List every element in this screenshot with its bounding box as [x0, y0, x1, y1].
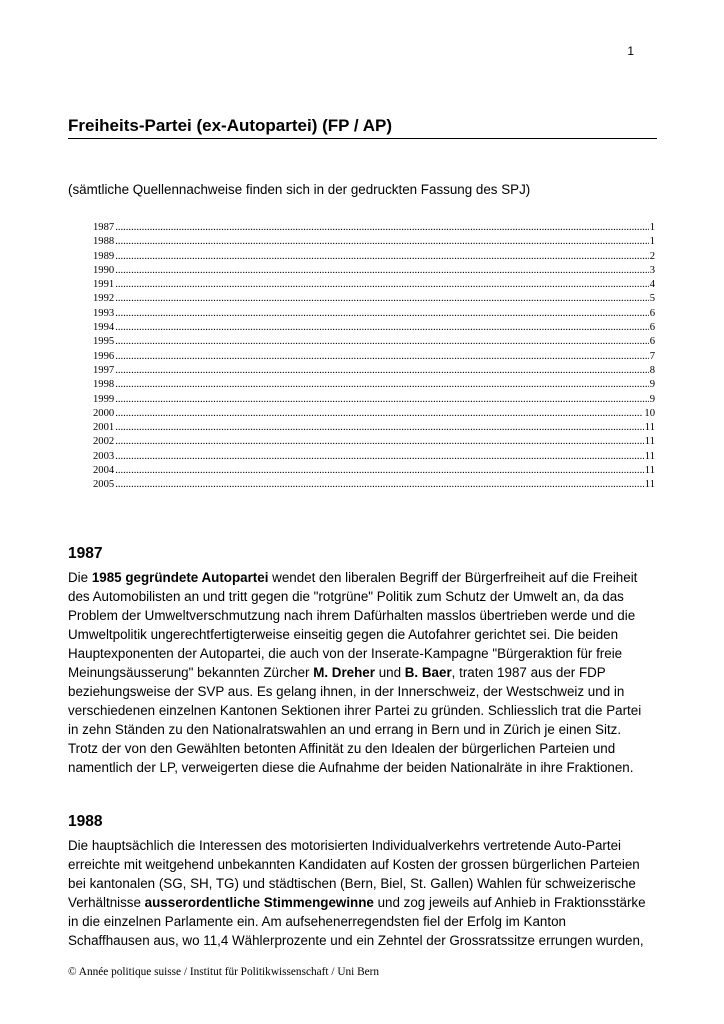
section-body-1988 [68, 836, 646, 950]
toc-year: 1996 [93, 350, 115, 362]
toc-year: 2003 [93, 450, 115, 462]
toc-leader-dots [115, 292, 649, 306]
toc-page: 2 [649, 250, 655, 262]
footer-copyright: © Année politique suisse / Institut für Politikwissenschaft / Uni Bern [68, 966, 380, 978]
text-segment: bei kantonalen (SG, SH, TG) und städtischen (Bern, Biel, St. Gallen) Wahlen für schweizerische [68, 876, 636, 892]
toc-leader-dots [115, 407, 643, 421]
text-segment: Schaffhausen aus, wo 11,4 Wählerprozente und ein Zehntel der Grossratssitze errungen wurden, [68, 933, 644, 949]
text-line [68, 568, 641, 587]
toc-entry[interactable] [93, 364, 655, 378]
section-heading-1988: 1988 [68, 813, 103, 830]
bold-text: 1985 gegründete Autopartei [91, 570, 269, 585]
toc-page: 6 [649, 307, 655, 319]
section-heading-1987: 1987 [68, 545, 103, 562]
toc-page: 11 [644, 422, 655, 434]
toc-entry[interactable] [93, 235, 655, 249]
toc-entry[interactable] [93, 378, 655, 392]
toc-entry[interactable] [93, 264, 655, 278]
toc-entry[interactable] [93, 250, 655, 264]
toc-page: 9 [649, 379, 655, 391]
toc-entry[interactable] [93, 278, 655, 292]
toc-year: 1993 [93, 307, 115, 319]
text-segment: Verhältnisse [68, 895, 145, 911]
text-line [68, 912, 646, 931]
toc-year: 1988 [93, 236, 115, 248]
page-number: 1 [627, 44, 634, 58]
toc-year: 1989 [93, 250, 115, 262]
toc-leader-dots [115, 478, 644, 492]
text-segment: in die einzelnen Parlamente ein. Am aufsehenerregendsten fiel der Erfolg im Kanton [68, 914, 566, 930]
toc-leader-dots [115, 264, 649, 278]
toc-entry[interactable] [93, 421, 655, 435]
toc-year: 1997 [93, 364, 115, 376]
text-segment: Problem der Umweltverschmutzung nach ihrem Dafürhalten masslos übertrieben werde und die [68, 608, 636, 624]
toc-leader-dots [115, 321, 649, 335]
text-segment: Umweltpolitik ungerechtfertigterweise einseitig gegen die Autofahrer gerichtet sei. Die beiden [68, 627, 619, 643]
toc-year: 2005 [93, 479, 115, 491]
text-segment: Trotz der von den Gewählten betonten Affinität zu den Idealen der bürgerlichen Parteien und [68, 741, 616, 757]
toc-page: 6 [649, 322, 655, 334]
toc-entry[interactable] [93, 321, 655, 335]
toc-year: 2002 [93, 436, 115, 448]
toc-entry[interactable] [93, 335, 655, 349]
text-segment: in zehn Ständen zu den Nationalratswahlen an und errang in Bern und in Zürich je einen Sitz. [68, 722, 622, 738]
text-segment: Hauptexponenten der Autopartei, die auch von der Inserate-Kampagne "Bürgeraktion für freie [68, 646, 623, 662]
toc-year: 2000 [93, 407, 115, 419]
text-line [68, 606, 641, 625]
toc-entry[interactable] [93, 292, 655, 306]
toc-page: 4 [649, 279, 655, 291]
toc-leader-dots [115, 364, 649, 378]
toc-year: 1992 [93, 293, 115, 305]
toc-leader-dots [115, 307, 649, 321]
source-note: (sämtliche Quellennachweise finden sich in der gedruckten Fassung des SPJ) [68, 182, 531, 197]
toc-leader-dots [115, 250, 649, 264]
text-segment: Meinungsäusserung" bekannten Zürcher [68, 665, 314, 681]
bold-text: ausserordentliche Stimmengewinne [144, 895, 374, 911]
toc-year: 1995 [93, 336, 115, 348]
toc-page: 5 [649, 293, 655, 305]
toc-leader-dots [115, 435, 644, 449]
text-line [68, 931, 646, 950]
text-segment: und [374, 665, 405, 681]
toc-entry[interactable] [93, 478, 655, 492]
text-line [68, 663, 641, 682]
toc-leader-dots [115, 221, 649, 235]
text-line [68, 836, 646, 855]
text-line [68, 758, 641, 777]
document-title: Freiheits-Partei (ex-Autopartei) (FP / AP) [68, 116, 657, 139]
toc-entry[interactable] [93, 450, 655, 464]
toc-year: 1987 [93, 222, 115, 233]
toc-leader-dots [115, 393, 649, 407]
toc-year: 1998 [93, 379, 115, 391]
toc-page: 3 [649, 264, 655, 276]
toc-page: 9 [649, 393, 655, 405]
toc-page: 11 [644, 479, 655, 491]
bold-text: B. Baer [404, 665, 452, 681]
text-segment: wendet den liberalen Begriff der Bürgerfreiheit auf die Freiheit [268, 570, 638, 585]
toc-entry[interactable] [93, 435, 655, 449]
text-line [68, 682, 641, 701]
bold-text: M. Dreher [313, 665, 375, 681]
toc-entry[interactable] [93, 393, 655, 407]
toc-year: 1999 [93, 393, 115, 405]
toc-entry[interactable] [93, 350, 655, 364]
text-segment: verschiedenen einzelnen Kantonen Sektionen ihrer Partei zu gründen. Schliesslich trat die Partei [68, 703, 642, 719]
text-line [68, 720, 641, 739]
toc-page: 8 [649, 364, 655, 376]
text-segment: erreichte mit weitgehend unbekannten Kandidaten auf Kosten der grossen bürgerlichen Parteien [68, 857, 640, 873]
toc-year: 1991 [93, 279, 115, 291]
toc-page: 10 [644, 407, 655, 419]
text-segment: und zog jeweils auf Anhieb in Fraktionsstärke [373, 895, 646, 911]
toc-entry[interactable] [93, 221, 655, 235]
table-of-contents [93, 221, 655, 493]
text-line [68, 701, 641, 720]
toc-leader-dots [115, 464, 644, 478]
text-segment: Die [68, 570, 92, 585]
toc-year: 1994 [93, 322, 115, 334]
toc-page: 6 [649, 336, 655, 348]
text-segment: namentlich der LP, verweigerten diese die Aufnahme der beiden Nationalräte in ihre Fraktionen. [68, 760, 634, 776]
toc-leader-dots [115, 235, 649, 249]
text-line [68, 855, 646, 874]
toc-page: 11 [644, 436, 655, 448]
text-line [68, 893, 646, 912]
text-segment: des Automobilisten an und tritt gegen die "rotgrüne" Politik zum Schutz der Umwelt an, da das [68, 589, 624, 605]
text-line [68, 644, 641, 663]
text-line [68, 739, 641, 758]
toc-year: 1990 [93, 264, 115, 276]
toc-year: 2001 [93, 422, 115, 434]
text-line [68, 874, 646, 893]
toc-page: 11 [644, 450, 655, 462]
toc-leader-dots [115, 335, 649, 349]
toc-page: 1 [649, 222, 655, 233]
toc-entry[interactable] [93, 307, 655, 321]
toc-year: 2004 [93, 465, 115, 477]
toc-page: 7 [649, 350, 655, 362]
text-line [68, 625, 641, 644]
toc-page: 11 [644, 465, 655, 477]
toc-leader-dots [115, 350, 649, 364]
toc-leader-dots [115, 378, 649, 392]
toc-leader-dots [115, 450, 644, 464]
toc-entry[interactable] [93, 464, 655, 478]
toc-page: 1 [649, 236, 655, 248]
toc-leader-dots [115, 421, 644, 435]
text-segment: Die hauptsächlich die Interessen des motorisierten Individualverkehrs vertretende Auto-Partei [68, 838, 622, 853]
text-line [68, 587, 641, 606]
toc-leader-dots [115, 278, 649, 292]
toc-entry[interactable] [93, 407, 655, 421]
text-segment: , traten 1987 aus der FDP [451, 665, 606, 681]
text-segment: beziehungsweise der SVP aus. Es gelang ihnen, in der Innerschweiz, der Westschweiz und in [68, 684, 625, 700]
section-body-1987 [68, 568, 641, 778]
